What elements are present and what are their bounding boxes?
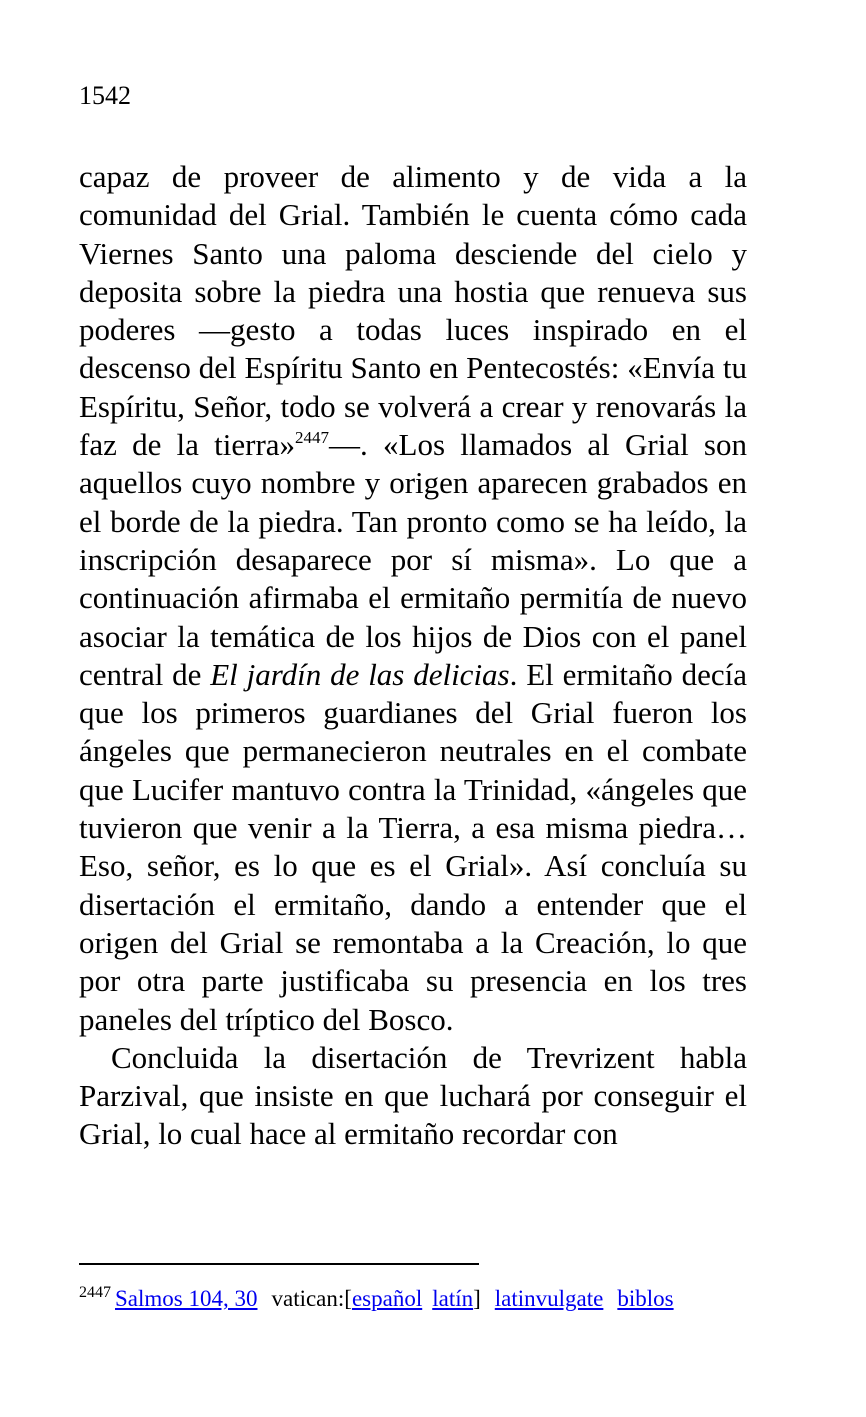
paragraph-text: —. «Los llamados al Grial son aquellos cuyo nombre y origen aparecen grabados en el borde de la piedra. Tan pronto como se ha leído, la inscripción desaparece por sí misma». Lo que a continuación afirmaba el ermitaño permitía de nuevo asociar la temática de los hijos de Dios con el panel central de xyxy=(79,427,747,692)
body-text xyxy=(79,158,747,1154)
paragraph-text: . El ermitaño decía que los primeros guardianes del Grial fueron los ángeles que permanecieron neutrales en el combate que Lucifer mantuvo contra la Trinidad, «ángeles que tuvieron que venir a la Tierra, a esa misma piedra… Eso, señor, es lo que es el Grial». Así concluía su disertación el ermitaño, dando a entender que el origen del Grial se remontaba a la Creación, lo que por otra parte justificaba su presencia en los tres paneles del tríptico del Bosco. xyxy=(79,656,747,1037)
page-number: 1542 xyxy=(79,81,131,110)
vatican-label: vatican: xyxy=(271,1286,345,1311)
paragraph-text: capaz de proveer de alimento y de vida a la comunidad del Grial. También le cuenta cómo cada Viernes Santo una paloma desciende del cielo y deposita sobre la piedra una hostia que renueva sus poderes —gesto a todas luces inspirado en el descenso del Espíritu Santo en Pentecostés: «Envía tu Espíritu, Señor, todo se volverá a crear y renovarás la faz de la tierra» xyxy=(79,159,747,463)
paragraph xyxy=(79,158,747,1039)
paragraph-text: Concluida la disertación de Trevrizent habla Parzival, que insiste en que luchará por conseguir el Grial, lo cual hace al ermitaño recordar con xyxy=(79,1039,747,1152)
footnote-reference[interactable]: 2447 xyxy=(295,428,330,448)
footnote xyxy=(79,1285,674,1313)
footnote-number: 2447 xyxy=(79,1284,111,1301)
close-bracket: ] xyxy=(473,1286,481,1311)
footnote-link-latin[interactable]: latín xyxy=(432,1286,474,1311)
paragraph xyxy=(79,1039,747,1154)
footnote-link-biblos[interactable]: biblos xyxy=(617,1286,674,1311)
footnote-link-espanol[interactable]: español xyxy=(351,1286,423,1311)
artwork-title: El jardín de las delicias xyxy=(210,656,510,692)
footnote-link-latinvulgate[interactable]: latinvulgate xyxy=(494,1286,604,1311)
footnote-rule xyxy=(79,1263,479,1265)
footnote-link-salmos[interactable]: Salmos 104, 30 xyxy=(115,1286,258,1311)
open-bracket: [ xyxy=(344,1286,352,1311)
